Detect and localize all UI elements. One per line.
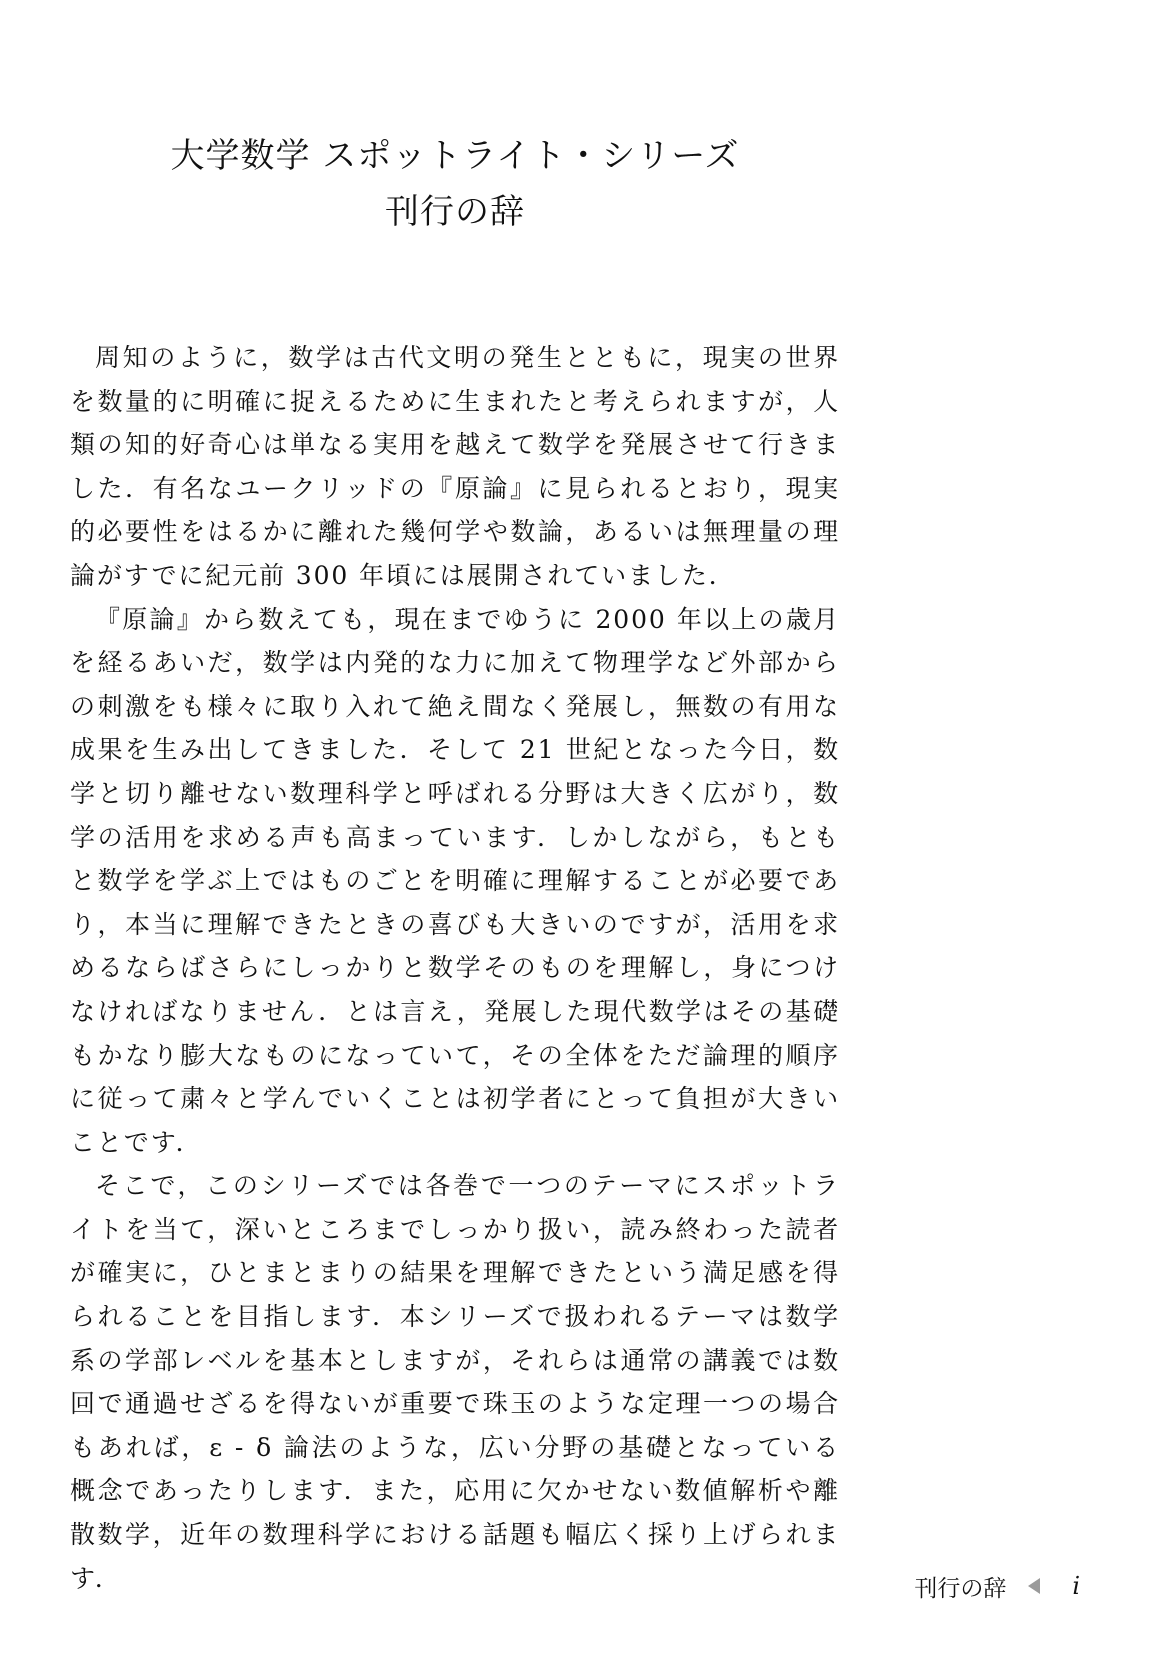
series-title: 大学数学 スポットライト・シリーズ [170, 136, 740, 176]
triangle-left-icon [1028, 1578, 1040, 1594]
page-number: i [1072, 1572, 1080, 1600]
title-block [0, 128, 910, 240]
page-footer [0, 1568, 1080, 1604]
paragraph-3: そこで，このシリーズでは各巻で一つのテーマにスポットライトを当て，深いところまでしっかり扱い，読み終わった読者が確実に，ひとまとまりの結果を理解できたという満足感を得られることを目指します．本シリーズで扱われるテーマは数学系の学部レベルを基本としますが，それらは通常の講義では数回で通過せざるを得ないが重要で珠玉のような定理一つの場合もあれば，ε - δ 論法のような，広い分野の基礎となっている概念であったりします．また，応用に欠かせない数値解析や離散数学，近年の数理科学における話題も幅広く採り上げられます． [70, 1171, 840, 1593]
running-title: 刊行の辞 [914, 1575, 1007, 1602]
page-title: 刊行の辞 [385, 192, 525, 232]
body-text [70, 336, 840, 1600]
paragraph-2: 『原論』から数えても，現在までゆうに 2000 年以上の歳月を経るあいだ，数学は内発的な力に加えて物理学など外部からの刺激をも様々に取り入れて絶え間なく発展し，無数の有用な成果を生み出してきました．そして 21 世紀となった今日，数学と切り離せない数理科学と呼ばれる分野は大きく広がり，数学の活用を求める声も高まっています．しかしながら，もともと数学を学ぶ上ではものごとを明確に理解することが必要であり，本当に理解できたときの喜びも大きいのですが，活用を求めるならばさらにしっかりと数学そのものを理解し，身につけなければなりません．とは言え，発展した現代数学はその基礎もかなり膨大なものになっていて，その全体をただ論理的順序に従って粛々と学んでいくことは初学者にとって負担が大きいことです． [70, 604, 840, 1157]
paragraph-1: 周知のように，数学は古代文明の発生とともに，現実の世界を数量的に明確に捉えるために生まれたと考えられますが，人類の知的好奇心は単なる実用を越えて数学を発展させて行きました．有名なユークリッドの『原論』に見られるとおり，現実的必要性をはるかに離れた幾何学や数論，あるいは無理量の理論がすでに紀元前 300 年頃には展開されていました． [70, 343, 840, 590]
